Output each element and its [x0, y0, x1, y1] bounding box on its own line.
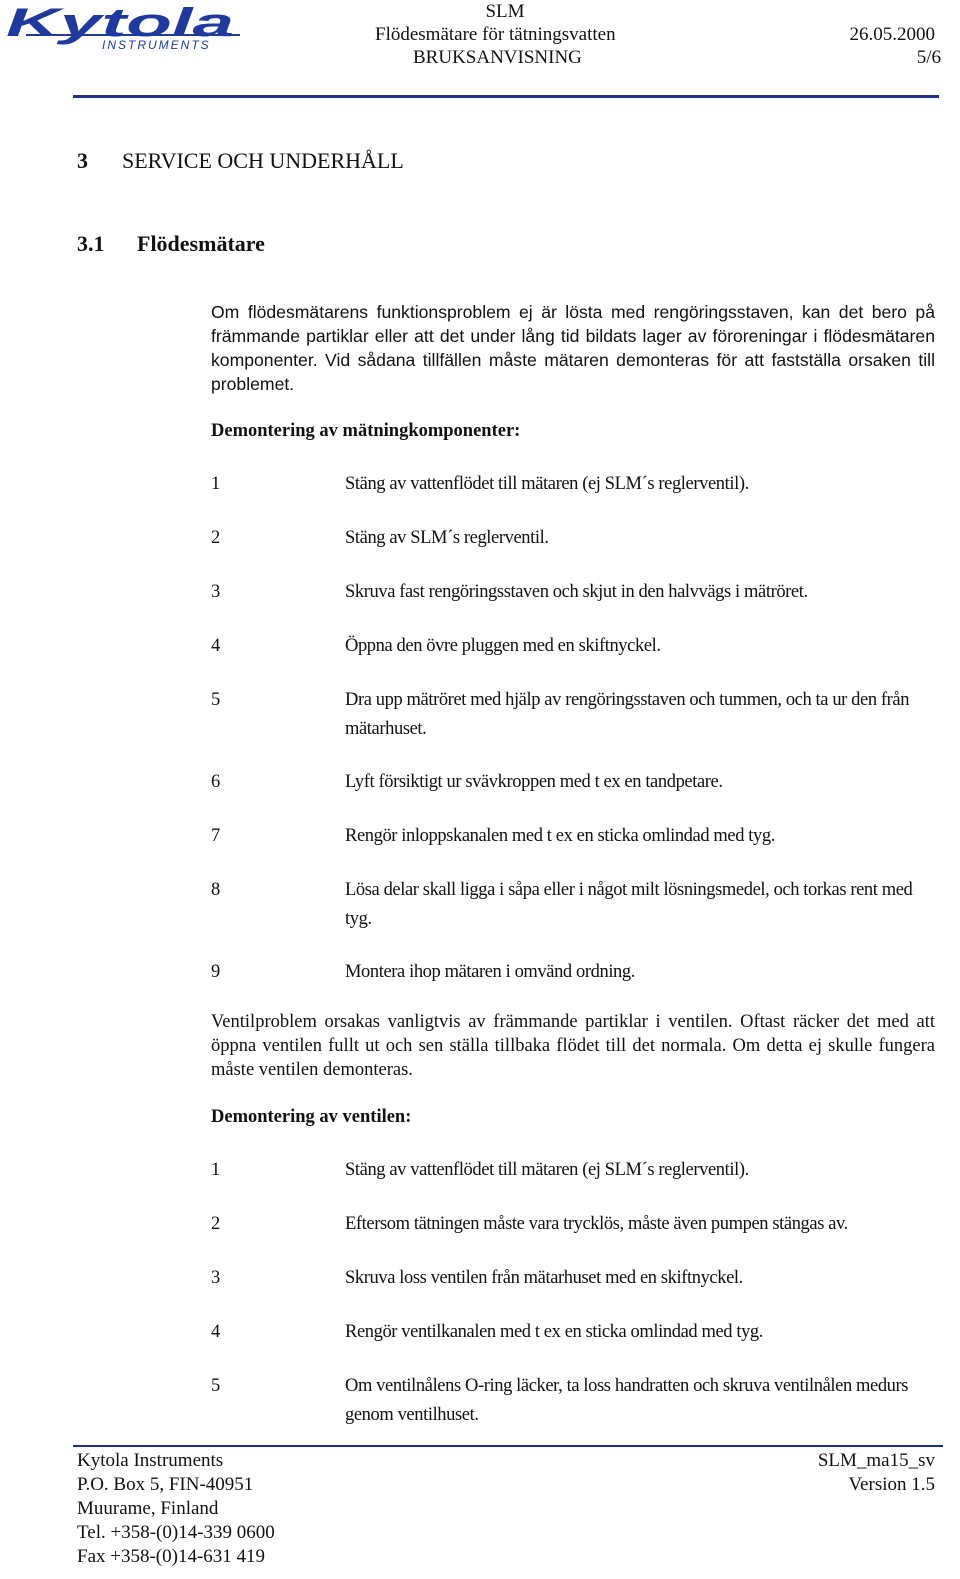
list1-step-text: Skruva fast rengöringsstaven och skjut in den halvvägs i mätröret. [345, 582, 808, 602]
footer-tel: Tel. +358-(0)14-339 0600 [77, 1522, 275, 1543]
list1-step-number: 5 [211, 690, 221, 710]
list2-step-number: 5 [211, 1376, 221, 1396]
list1-step-text: Stäng av vattenflödet till mätaren (ej SLM´s reglerventil). [345, 474, 749, 494]
list2-step-number: 2 [211, 1214, 221, 1234]
list1-step-text: Öppna den övre pluggen med en skiftnyckel. [345, 636, 661, 656]
list1-step-number: 1 [211, 474, 221, 494]
list1-step-text: Montera ihop mätaren i omvänd ordning. [345, 962, 635, 982]
valve-paragraph: Ventilproblem orsakas vanligtvis av främmande partiklar i ventilen. Oftast räcker det med att öppna ventilen fullt ut och sen ställa tillbaka flödet till det normala. Om detta ej skulle fungera måste ventilen demonteras. [211, 1012, 935, 1080]
intro-paragraph: Om flödesmätarens funktionsproblem ej är lösta med rengöringsstaven, kan det bero på främmande partiklar eller att det under lång tid bildats lager av föroreningar i flödesmätaren komponenter. Vid sådana tillfällen måste mätaren demonteras för att fastställa orsaken till problemet. [211, 302, 935, 394]
header-product: SLM [485, 1, 525, 22]
list2-step-text: Stäng av vattenflödet till mätaren (ej SLM´s reglerventil). [345, 1160, 749, 1180]
header-title: Flödesmätare för tätningsvatten [375, 24, 616, 45]
logo-brand: Kytola [6, 2, 234, 45]
list2-step-text: Skruva loss ventilen från mätarhuset med en skiftnyckel. [345, 1268, 743, 1288]
list2-heading: Demontering av ventilen: [211, 1107, 412, 1127]
list1-step-number: 4 [211, 636, 221, 656]
section-number: 3 [77, 148, 88, 173]
list1-heading: Demontering av mätningkomponenter: [211, 421, 521, 441]
header-date: 26.05.2000 [849, 24, 935, 45]
list2-step-text: Eftersom tätningen måste vara trycklös, måste även pumpen stängas av. [345, 1214, 848, 1234]
list1-step-number: 3 [211, 582, 221, 602]
header-rule [73, 95, 939, 98]
footer-version: Version 1.5 [848, 1474, 935, 1495]
footer-rule [73, 1445, 943, 1447]
list2-step-number: 3 [211, 1268, 221, 1288]
list1-step-text: Dra upp mätröret med hjälp av rengöringsstaven och tummen, och ta ur den från mätarhuset. [345, 690, 910, 739]
list2-step-text: Rengör ventilkanalen med t ex en sticka omlindad med tyg. [345, 1322, 764, 1342]
logo-sub: INSTRUMENTS [102, 38, 211, 52]
list1-step-text: Rengör inloppskanalen med t ex en sticka omlindad med tyg. [345, 826, 775, 846]
list2-step-text: Om ventilnålens O-ring läcker, ta loss handratten och skruva ventilnålen medurs genom ventilhuset. [345, 1376, 909, 1425]
list1-step-number: 9 [211, 962, 221, 982]
list1-step-number: 7 [211, 826, 221, 846]
footer-doc-id: SLM_ma15_sv [817, 1450, 935, 1471]
footer-company: Kytola Instruments [77, 1450, 224, 1471]
header-page: 5/6 [916, 47, 941, 68]
footer-fax: Fax +358-(0)14-631 419 [77, 1546, 266, 1567]
list1-step-text: Stäng av SLM´s reglerventil. [345, 528, 549, 548]
subsection-title: Flödesmätare [137, 231, 265, 256]
footer-address: P.O. Box 5, FIN-40951 [77, 1474, 254, 1495]
list1-step-number: 8 [211, 880, 221, 900]
footer-city: Muurame, Finland [77, 1498, 219, 1519]
list1-step-text: Lösa delar skall ligga i såpa eller i något milt lösningsmedel, och torkas rent med tyg. [345, 880, 913, 929]
list2-step-number: 1 [211, 1160, 221, 1180]
subsection-number: 3.1 [77, 231, 105, 256]
list1-step-number: 6 [211, 772, 221, 792]
section-title: SERVICE OCH UNDERHÅLL [122, 148, 404, 173]
list1-step-number: 2 [211, 528, 221, 548]
header-doc-type: BRUKSANVISNING [413, 47, 582, 68]
list1-step-text: Lyft försiktigt ur svävkroppen med t ex en tandpetare. [345, 772, 723, 792]
list2-step-number: 4 [211, 1322, 221, 1342]
